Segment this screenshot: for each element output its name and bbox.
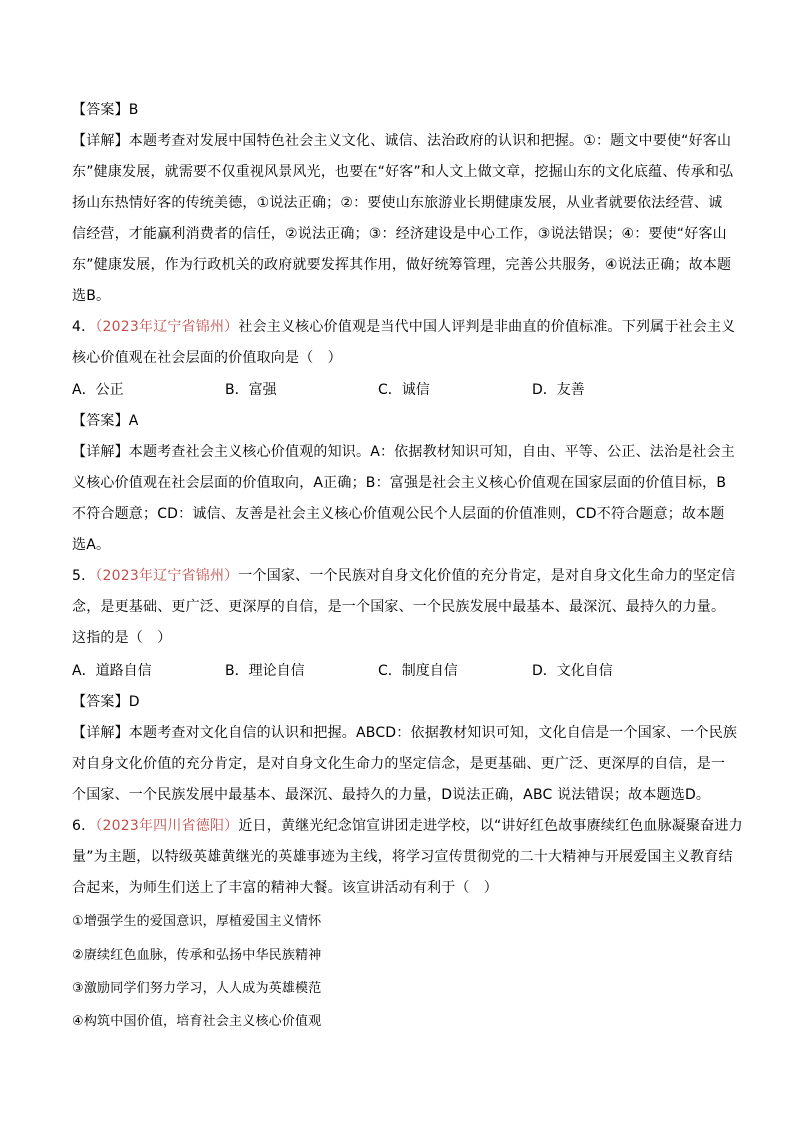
q6-stem-text: 近日，黄继光纪念馆宣讲团走进学校，以“讲好红色故事赓续红色血脉凝聚奋进力 xyxy=(238,818,743,834)
q5-stem-text: 一个国家、一个民族对自身文化价值的充分肯定，是对自身文化生命力的坚定信 xyxy=(238,568,736,584)
q5-option-d: D．文化自信 xyxy=(532,663,613,679)
q4-detail-line: 不符合题意；CD：诚信、友善是社会主义核心价值观公民个人层面的价值准则，CD不符合题意；故本题 xyxy=(72,506,725,522)
q3-answer: 【答案】B xyxy=(72,102,139,118)
q5-option-a: A．道路自信 xyxy=(72,663,152,679)
q6-stem xyxy=(72,816,743,836)
q4-detail-line: 选A。 xyxy=(72,537,111,553)
q5-stem-continued: 这指的是（ ） xyxy=(72,630,172,646)
q5-option-c: C．制度自信 xyxy=(378,663,458,679)
q5-source: （2023年辽宁省锦州） xyxy=(95,568,239,584)
q6-statement-2: ②赓续红色血脉，传承和弘扬中华民族精神 xyxy=(72,948,322,963)
q6-statement-1: ①增强学生的爱国意识，厚植爱国主义情怀 xyxy=(72,914,322,929)
q6-number: 6． xyxy=(72,818,96,834)
q5-stem-continued: 念，是更基础、更广泛、更深厚的自信，是一个国家、一个民族发展中最基本、最深沉、最持久的力量。 xyxy=(72,599,726,615)
q4-stem xyxy=(72,317,736,337)
q5-stem xyxy=(72,566,736,586)
q3-detail-line: 扬山东热情好客的传统美德，①说法正确；②：要使山东旅游业长期健康发展，从业者就要依法经营、诚 xyxy=(72,195,723,211)
q4-stem-text: 社会主义核心价值观是当代中国人评判是非曲直的价值标准。下列属于社会主义 xyxy=(238,319,736,335)
q4-option-b: B．富强 xyxy=(225,382,277,398)
q4-source: （2023年辽宁省锦州） xyxy=(95,319,239,335)
q6-stem-continued: 合起来，为师生们送上了丰富的精神大餐。该宣讲活动有利于（ ） xyxy=(72,880,498,896)
q5-detail-line: 【详解】本题考查对文化自信的认识和把握。ABCD：依据教材知识可知，文化自信是一个国家、一个民族 xyxy=(72,725,738,741)
q4-detail-line: 义核心价值观在社会层面的价值取向，A正确；B：富强是社会主义核心价值观在国家层面的价值目标，B xyxy=(72,475,727,491)
q4-stem-continued: 核心价值观在社会层面的价值取向是（ ） xyxy=(72,350,342,366)
q4-option-d: D．友善 xyxy=(532,382,585,398)
q6-statement-4: ④构筑中国价值，培育社会主义核心价值观 xyxy=(72,1014,322,1029)
q6-stem-continued: 量”为主题，以特级英雄黄继光的英雄事迹为主线，将学习宣传贯彻党的二十大精神与开展爱国主义教育结 xyxy=(72,849,733,865)
q5-detail-line: 个国家、一个民族发展中最基本、最深沉、最持久的力量，D说法正确，ABC 说法错误；故本题选D。 xyxy=(72,787,711,803)
q6-source: （2023年四川省德阳） xyxy=(95,818,239,834)
q4-detail-line: 【详解】本题考查社会主义核心价值观的知识。A：依据教材知识可知，自由、平等、公正、法治是社会主 xyxy=(72,444,735,460)
q3-detail-line: 东”健康发展，就需要不仅重视风景风光，也要在“好客”和人文上做文章，挖掘山东的文化底蕴、传承和弘 xyxy=(72,164,734,180)
q3-detail-line: 【详解】本题考查对发展中国特色社会主义文化、诚信、法治政府的认识和把握。①：题文中要使“好客山 xyxy=(72,133,732,149)
q3-detail-line: 信经营，才能赢利消费者的信任，②说法正确；③：经济建设是中心工作，③说法错误；④：要使“好客山 xyxy=(72,226,727,242)
q5-detail-line: 对自身文化价值的充分肯定，是对自身文化生命力的坚定信念，是更基础、更广泛、更深厚的自信，是一 xyxy=(72,756,726,772)
q3-detail-line: 东”健康发展，作为行政机关的政府就要发挥其作用，做好统筹管理，完善公共服务，④说法正确；故本题 xyxy=(72,257,732,273)
q5-answer: 【答案】D xyxy=(72,694,140,710)
q6-statement-3: ③激励同学们努力学习，人人成为英雄模范 xyxy=(72,981,322,996)
q4-number: 4． xyxy=(72,319,96,335)
q4-option-a: A．公正 xyxy=(72,382,124,398)
q4-option-c: C．诚信 xyxy=(378,382,430,398)
q5-option-b: B．理论自信 xyxy=(225,663,305,679)
q5-number: 5． xyxy=(72,568,96,584)
q3-detail-line: 选B。 xyxy=(72,288,111,304)
q4-answer: 【答案】A xyxy=(72,413,139,429)
